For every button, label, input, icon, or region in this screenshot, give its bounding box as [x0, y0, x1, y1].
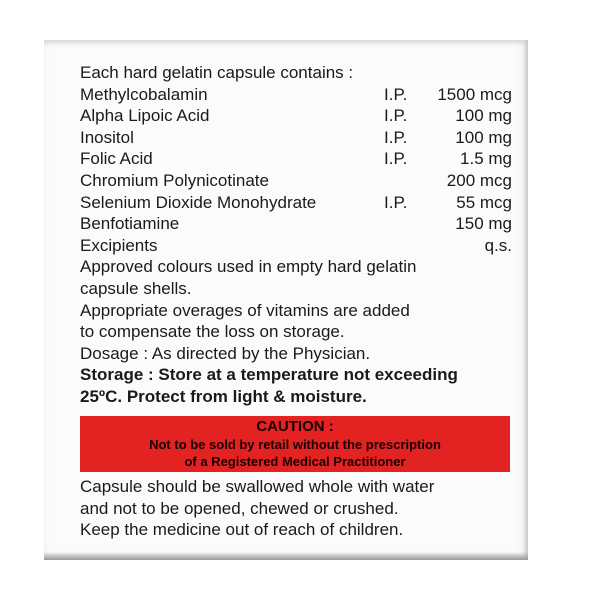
caution-box: [80, 416, 510, 472]
caution-title: CAUTION :: [256, 418, 334, 435]
ingredient-row: [80, 127, 520, 149]
ingredient-quantity: q.s.: [484, 235, 512, 255]
ingredient-quantity: 55 mcg: [456, 192, 512, 212]
ingredient-standard: I.P.: [384, 149, 408, 169]
ingredient-row: [80, 105, 520, 127]
ingredient-name: Alpha Lipoic Acid: [80, 106, 210, 126]
ingredient-name: Inositol: [80, 127, 134, 147]
ingredient-row: [80, 213, 520, 235]
ingredient-quantity: 100 mg: [455, 106, 512, 126]
panel-top-shadow: [44, 40, 528, 46]
label-panel: [44, 40, 528, 560]
caution-line: of a Registered Medical Practitioner: [184, 454, 406, 469]
ingredient-quantity: 1.5 mg: [460, 149, 512, 169]
ingredient-row: [80, 192, 520, 214]
composition-intro: Each hard gelatin capsule contains :: [80, 63, 354, 82]
panel-right-shadow: [523, 40, 528, 560]
ingredient-row: [80, 235, 520, 257]
footer-text-block: [80, 476, 520, 541]
ingredient-standard: I.P.: [384, 127, 408, 147]
overage-note-line: Appropriate overages of vitamins are added: [80, 300, 410, 320]
panel-bottom-shadow: [44, 552, 528, 560]
colours-note-line: Approved colours used in empty hard gelatin: [80, 257, 417, 277]
ingredient-row: [80, 170, 520, 192]
ingredient-quantity: 200 mcg: [446, 170, 512, 190]
footer-line: Keep the medicine out of reach of children.: [80, 520, 404, 540]
dosage-line: Dosage : As directed by the Physician.: [80, 343, 371, 363]
footer-line: and not to be opened, chewed or crushed.: [80, 498, 399, 518]
ingredient-standard: I.P.: [384, 192, 408, 212]
ingredient-name: Methylcobalamin: [80, 84, 208, 104]
caution-line: Not to be sold by retail without the prescription: [149, 437, 441, 452]
ingredient-standard: I.P.: [384, 106, 408, 126]
ingredient-row: [80, 148, 520, 170]
storage-line: Storage : Store at a temperature not exceeding: [80, 365, 458, 385]
ingredient-quantity: 100 mg: [455, 127, 512, 147]
ingredient-quantity: 1500 mcg: [437, 84, 512, 104]
ingredient-name: Benfotiamine: [80, 214, 180, 234]
storage-line: 25ºC. Protect from light & moisture.: [80, 386, 367, 406]
ingredient-name: Folic Acid: [80, 149, 153, 169]
ingredient-row: [80, 84, 520, 106]
ingredient-name: Chromium Polynicotinate: [80, 170, 269, 190]
ingredient-name: Excipients: [80, 235, 158, 255]
label-text-block: [80, 62, 520, 408]
ingredient-standard: I.P.: [384, 84, 408, 104]
overage-note-line: to compensate the loss on storage.: [80, 322, 345, 342]
colours-note-line: capsule shells.: [80, 278, 192, 298]
composition-table: [80, 84, 520, 257]
ingredient-quantity: 150 mg: [455, 214, 512, 234]
footer-line: Capsule should be swallowed whole with water: [80, 477, 435, 496]
ingredient-name: Selenium Dioxide Monohydrate: [80, 192, 317, 212]
